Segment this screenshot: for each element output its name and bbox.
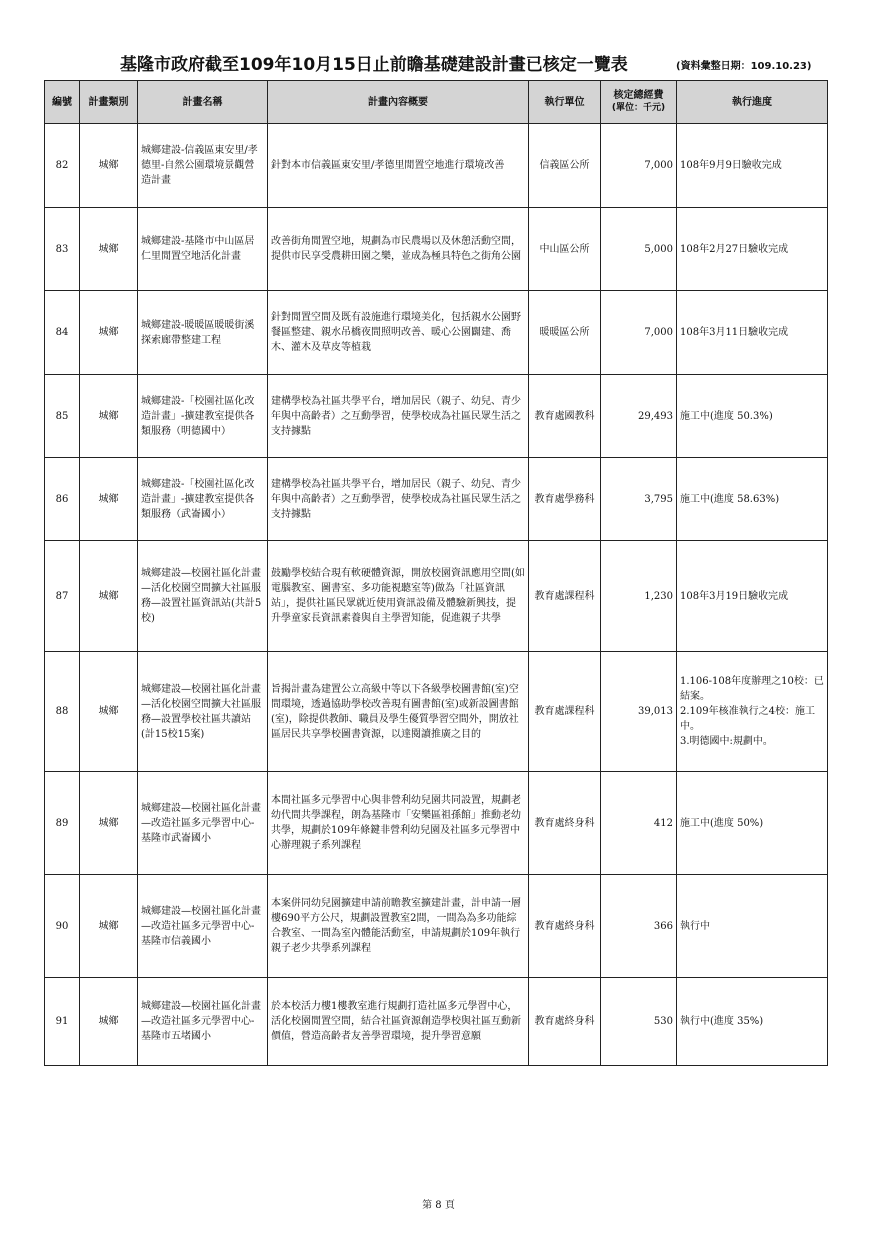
cell-progress: 108年3月19日驗收完成 (677, 541, 828, 652)
cell-name: 城鄉建設—校園社區化計畫—活化校園空間擴大社區服務—設置學校社區共讀站(計15校15案) (138, 652, 268, 772)
cell-unit: 教育處國教科 (529, 375, 601, 458)
cell-unit: 教育處課程科 (529, 652, 601, 772)
cell-no: 84 (45, 291, 80, 375)
cell-budget: 1,230 (601, 541, 677, 652)
table-row (45, 458, 828, 541)
cell-unit: 信義區公所 (529, 124, 601, 208)
cell-progress: 108年3月11日驗收完成 (677, 291, 828, 375)
table-row (45, 652, 828, 772)
cell-progress: 108年9月9日驗收完成 (677, 124, 828, 208)
table-header-row (45, 81, 828, 124)
table-row (45, 772, 828, 875)
cell-no: 87 (45, 541, 80, 652)
cell-budget: 29,493 (601, 375, 677, 458)
table-row (45, 124, 828, 208)
cell-name: 城鄉建設-暖暖區暖暖街溪探索廊帶整建工程 (138, 291, 268, 375)
cell-unit: 教育處終身科 (529, 978, 601, 1066)
cell-description: 針對閒置空間及既有設施進行環境美化，包括親水公園野餐區整建、親水吊橋夜間照明改善、暖心公園闢建、喬木、灌木及草皮等植栽 (268, 291, 529, 375)
cell-unit: 暖暖區公所 (529, 291, 601, 375)
cell-category: 城鄉 (80, 652, 138, 772)
cell-category: 城鄉 (80, 375, 138, 458)
cell-no: 88 (45, 652, 80, 772)
cell-description: 改善街角閒置空地，規劃為市民農場以及休憩活動空間，提供市民享受農耕田園之樂，並成為極具特色之街角公園 (268, 208, 529, 291)
cell-category: 城鄉 (80, 458, 138, 541)
page-number: 第 8 頁 (422, 1200, 455, 1211)
table-row (45, 978, 828, 1066)
col-header-budget-main: 核定總經費 (613, 90, 664, 101)
cell-budget: 412 (601, 772, 677, 875)
cell-description: 本案併同幼兒園擴建申請前瞻教室擴建計畫，計申請一層樓690平方公尺，規劃設置教室2間，一間為為多功能綜合教室、一間為室內體能活動室，申請規劃於109年執行親子老少共學系列課程 (268, 875, 529, 978)
cell-budget: 7,000 (601, 124, 677, 208)
cell-name: 城鄉建設-信義區東安里/孝德里-自然公園環境景觀營造計畫 (138, 124, 268, 208)
cell-budget: 7,000 (601, 291, 677, 375)
col-header-unit: 執行單位 (529, 81, 601, 124)
table-row (45, 375, 828, 458)
table-row (45, 541, 828, 652)
cell-description: 本間社區多元學習中心與非營利幼兒園共同設置，規劃老幼代間共學課程，朗為基隆市「安樂區祖孫館」推動老幼共學，規劃於109年條鍵非營利幼兒園及社區多元學習中心辦理親子系列課程 (268, 772, 529, 875)
cell-name: 城鄉建設—校園社區化計畫—活化校園空間擴大社區服務—設置社區資訊站(共計5校) (138, 541, 268, 652)
cell-progress: 執行中(進度 35%) (677, 978, 828, 1066)
cell-unit: 教育處學務科 (529, 458, 601, 541)
cell-unit: 教育處終身科 (529, 772, 601, 875)
col-header-budget-sub: (單位：千元) (611, 103, 666, 113)
cell-name: 城鄉建設-基隆市中山區居仁里閒置空地活化計畫 (138, 208, 268, 291)
cell-progress: 施工中(進度 50.3%) (677, 375, 828, 458)
cell-description: 建構學校為社區共學平台，增加居民（親子、幼兒、青少年與中高齡者）之互動學習，使學校成為社區民眾生活之支持據點 (268, 375, 529, 458)
cell-budget: 3,795 (601, 458, 677, 541)
cell-unit: 中山區公所 (529, 208, 601, 291)
cell-progress: 執行中 (677, 875, 828, 978)
cell-name: 城鄉建設-「校園社區化改造計畫」-擴建教室提供各類服務（明德國中） (138, 375, 268, 458)
cell-description: 於本校活力樓1樓教室進行規劃打造社區多元學習中心，活化校園閒置空間，結合社區資源創造學校與社區互動新價值，營造高齡者友善學習環境，提升學習意願 (268, 978, 529, 1066)
col-header-category: 計畫類別 (80, 81, 138, 124)
cell-name: 城鄉建設—校園社區化計畫—改造社區多元學習中心-基隆市五堵國小 (138, 978, 268, 1066)
cell-name: 城鄉建設—校園社區化計畫—改造社區多元學習中心-基隆市信義國小 (138, 875, 268, 978)
table-row (45, 208, 828, 291)
cell-no: 90 (45, 875, 80, 978)
cell-budget: 530 (601, 978, 677, 1066)
cell-category: 城鄉 (80, 291, 138, 375)
cell-budget: 5,000 (601, 208, 677, 291)
cell-no: 91 (45, 978, 80, 1066)
cell-no: 85 (45, 375, 80, 458)
cell-progress: 1.106-108年度辦理之10校：已結案。 2.109年核准執行之4校：施工中。 3.明德國中:規劃中。 (677, 652, 828, 772)
cell-progress: 108年2月27日驗收完成 (677, 208, 828, 291)
cell-name: 城鄉建設-「校園社區化改造計畫」-擴建教室提供各類服務（武崙國小） (138, 458, 268, 541)
cell-progress: 施工中(進度 58.63%) (677, 458, 828, 541)
cell-budget: 39,013 (601, 652, 677, 772)
cell-category: 城鄉 (80, 124, 138, 208)
col-header-progress: 執行進度 (677, 81, 828, 124)
title-row (0, 50, 877, 80)
cell-category: 城鄉 (80, 772, 138, 875)
col-header-description: 計畫內容概要 (268, 81, 529, 124)
cell-category: 城鄉 (80, 978, 138, 1066)
cell-description: 針對本市信義區東安里/孝德里閒置空地進行環境改善 (268, 124, 529, 208)
cell-description: 建構學校為社區共學平台，增加居民（親子、幼兒、青少年與中高齡者）之互動學習，使學校成為社區民眾生活之支持據點 (268, 458, 529, 541)
plan-table (44, 80, 828, 1066)
col-header-name: 計畫名稱 (138, 81, 268, 124)
cell-category: 城鄉 (80, 875, 138, 978)
page-title: 基隆市政府截至109年10月15日止前瞻基礎建設計畫已核定一覽表 (120, 55, 628, 75)
cell-category: 城鄉 (80, 208, 138, 291)
cell-unit: 教育處終身科 (529, 875, 601, 978)
table-row (45, 291, 828, 375)
table-body (45, 124, 828, 1066)
cell-progress: 施工中(進度 50%) (677, 772, 828, 875)
col-header-budget (601, 81, 677, 124)
data-date-note: (資料彙整日期：109.10.23) (676, 61, 812, 72)
col-header-no: 編號 (45, 81, 80, 124)
table-row (45, 875, 828, 978)
cell-description: 旨揭計畫為建置公立高級中等以下各級學校圖書館(室)空間環境，透過協助學校改善現有圖書館(室)或新設圖書館(室)，除提供教師、職員及學生優質學習空間外，開放社區居民共享學校圖書資源，以達閱讀推廣之目的 (268, 652, 529, 772)
cell-no: 86 (45, 458, 80, 541)
cell-no: 89 (45, 772, 80, 875)
cell-name: 城鄉建設—校園社區化計畫—改造社區多元學習中心-基隆市武崙國小 (138, 772, 268, 875)
cell-description: 鼓勵學校結合現有軟硬體資源，開放校園資訊應用空間(如電腦教室、圖書室、多功能視聽室等)做為「社區資訊站」，提供社區民眾就近使用資訊設備及體驗新興技，提升學童家長資訊素養與自主學習知能，促進親子共學 (268, 541, 529, 652)
cell-category: 城鄉 (80, 541, 138, 652)
cell-budget: 366 (601, 875, 677, 978)
cell-no: 83 (45, 208, 80, 291)
cell-unit: 教育處課程科 (529, 541, 601, 652)
cell-no: 82 (45, 124, 80, 208)
